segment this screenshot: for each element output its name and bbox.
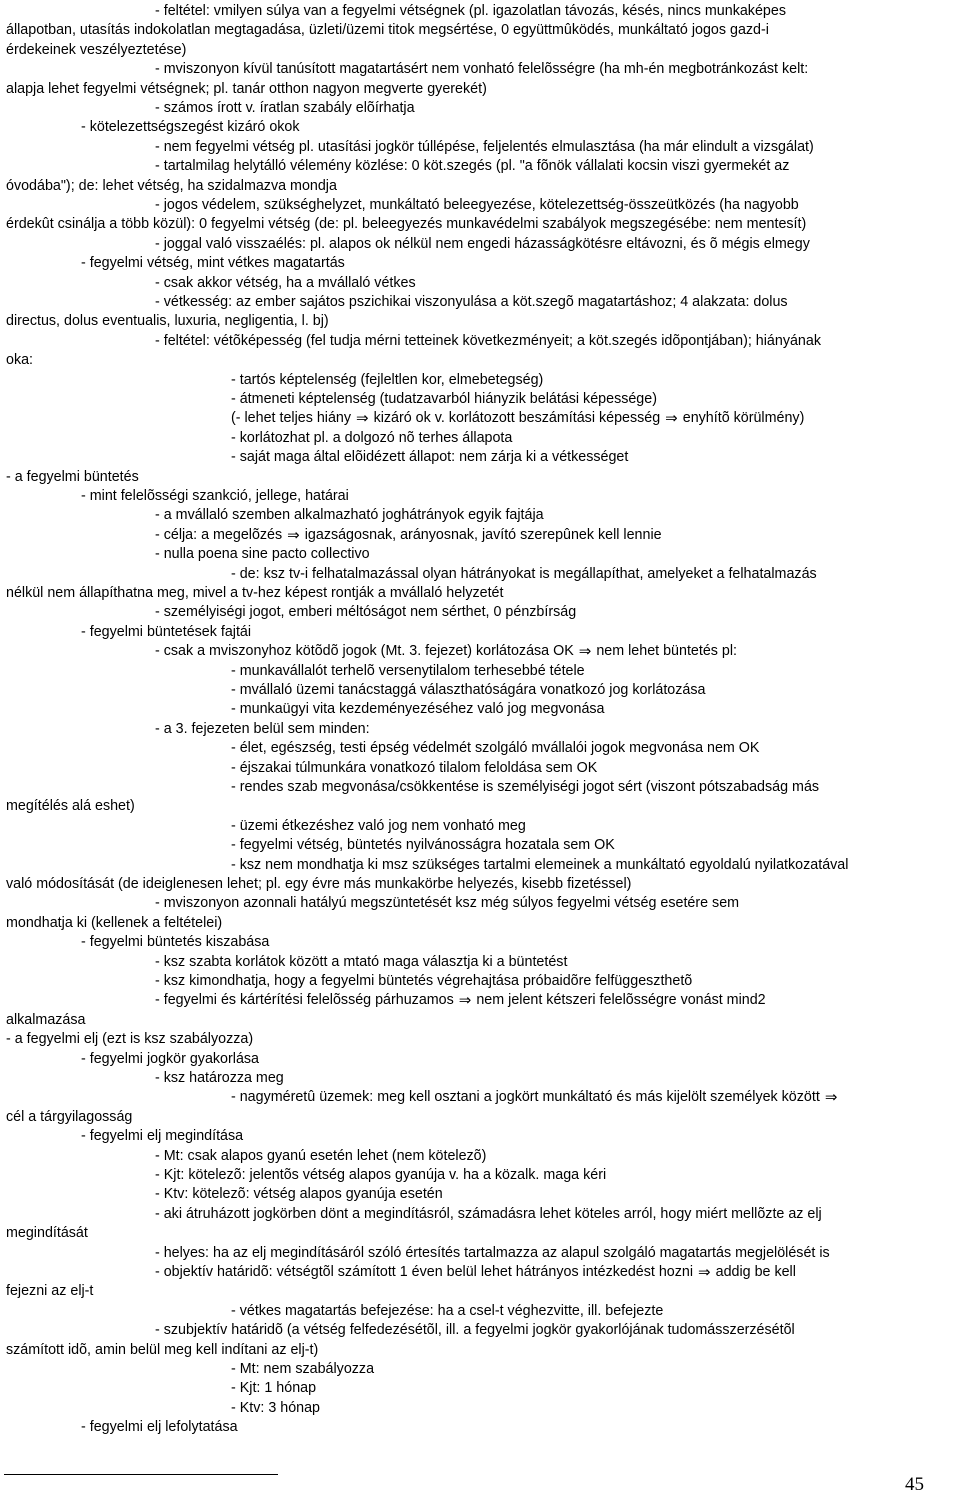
text-segment: addig be kell <box>715 1264 796 1280</box>
text-segment: - aki átruházott jogkörben dönt a megindításról, számadásra lehet köteles arról, hogy miért mellõzte az elj <box>155 1205 822 1222</box>
footnote-separator <box>4 1474 278 1475</box>
text-line <box>6 429 954 448</box>
text-segment: - ksz határozza meg <box>155 1070 284 1086</box>
text-segment: - tartós képtelenség (fejleltlen kor, elmebetegség) <box>231 371 544 388</box>
text-segment: - a fegyelmi büntetés <box>6 468 139 485</box>
text-line <box>6 235 954 254</box>
text-segment: - joggal való visszaélés: pl. alapos ok nélkül nem engedi házasságkötésre eltávozni, és õ mégis elmegy <box>155 235 810 252</box>
text-line <box>6 1224 954 1243</box>
text-line <box>6 80 954 99</box>
text-segment: - üzemi étkezéshez való jog nem vonható meg <box>231 817 526 834</box>
text-segment: nélkül nem állapíthatna meg, mivel a tv-hez képest rontják a mvállaló helyzetét <box>6 585 504 601</box>
text-segment: - fegyelmi vétség, büntetés nyilvánosságra hozatala sem OK <box>231 837 615 854</box>
text-segment: - csak akkor vétség, ha a mvállaló vétkes <box>155 274 416 291</box>
text-segment: - fegyelmi büntetések fajtái <box>81 623 252 640</box>
text-line <box>6 875 954 894</box>
text-line <box>6 894 954 913</box>
text-segment: - szubjektív határidõ (a vétség felfedezésétõl, ill. a fegyelmi jogkör gyakorlójának tudomásszerzésétõl <box>155 1322 795 1339</box>
text-segment: - tartalmilag helytálló vélemény közlése: 0 köt.szegés (pl. "a fõnök vállalati kocsin viszi gyermekét az <box>155 158 790 175</box>
text-line <box>6 700 954 719</box>
text-line <box>6 1360 954 1379</box>
text-line <box>6 623 954 642</box>
text-segment: - fegyelmi elj megindítása <box>81 1128 244 1145</box>
text-line <box>6 60 954 79</box>
implies-arrow-icon: ⇒ <box>698 1263 711 1281</box>
text-segment: nem lehet büntetés pl: <box>596 643 738 660</box>
text-segment: - számos írott v. íratlan szabály elõírhatja <box>155 100 415 116</box>
text-line <box>6 603 954 622</box>
text-segment: - helyes: ha az elj megindításáról szóló értesítés tartalmazza az alapul szolgáló magatartás megjelölését is <box>155 1244 830 1261</box>
text-line <box>6 953 954 972</box>
text-line <box>6 390 954 409</box>
text-line <box>6 526 954 545</box>
text-segment: - mviszonyon kívül tanúsított magatartásért nem vonható felelõsségre (ha mh-én megbotránkozást kelt: <box>155 61 809 78</box>
text-line <box>6 177 954 196</box>
text-line <box>6 371 954 390</box>
text-line <box>6 1108 954 1127</box>
text-line <box>6 293 954 312</box>
text-line <box>6 720 954 739</box>
text-segment: - fegyelmi büntetés kiszabása <box>81 934 270 951</box>
text-line <box>6 274 954 293</box>
text-segment: - fegyelmi és kártérítési felelõsség párhuzamos <box>155 992 454 1009</box>
text-segment: mondhatja ki (kellenek a feltételei) <box>6 914 223 931</box>
text-line <box>6 584 954 603</box>
text-segment: cél a tárgyilagosság <box>6 1108 133 1125</box>
implies-arrow-icon: ⇒ <box>665 409 678 428</box>
text-line <box>6 1088 954 1107</box>
text-segment: - munkavállalót terhelõ versenytilalom terhesebbé tétele <box>231 662 585 679</box>
text-segment: - Ktv: kötelezõ: vétség alapos gyanúja esetén <box>155 1186 443 1203</box>
text-line <box>6 1379 954 1398</box>
text-line <box>6 681 954 700</box>
text-line <box>6 332 954 351</box>
implies-arrow-icon: ⇒ <box>578 642 592 661</box>
text-segment: - jogos védelem, szükséghelyzet, munkáltató beleegyezése, kötelezettség-összeütközés (ha nagyobb <box>155 197 799 213</box>
text-segment: - Kjt: 1 hónap <box>231 1380 317 1397</box>
text-segment: (- lehet teljes hiány <box>231 410 351 427</box>
text-segment: igazságosnak, arányosnak, javító szerepûnek kell lennie <box>304 526 662 543</box>
text-line <box>6 157 954 176</box>
implies-arrow-icon: ⇒ <box>356 409 369 428</box>
text-segment: - fegyelmi jogkör gyakorlása <box>81 1050 259 1067</box>
text-segment: - Ktv: 3 hónap <box>231 1399 321 1416</box>
text-line <box>6 1030 954 1049</box>
text-segment: állapotban, utasítás indokolatlan megtagadása, üzleti/üzemi titok megsértése, 0 együttmûködés, munkáltató jogos gazd-i <box>6 22 769 39</box>
text-line <box>6 856 954 875</box>
text-segment: - objektív határidõ: vétségtõl számított 1 éven belül lehet hátrányos intézkedést hozni <box>155 1264 694 1280</box>
text-line <box>6 1147 954 1166</box>
text-segment: - feltétel: vmilyen súlya van a fegyelmi vétségnek (pl. igazolatlan távozás, késés, nincs munkaképes <box>155 3 786 19</box>
text-segment: - de: ksz tv-i felhatalmazással olyan hátrányokat is megállapíthat, amelyeket a felhatalmazás <box>231 565 817 582</box>
text-line <box>6 21 954 40</box>
text-segment: - fegyelmi vétség, mint vétkes magatartás <box>81 255 345 272</box>
text-line <box>6 642 954 661</box>
text-segment: - fegyelmi elj lefolytatása <box>81 1419 238 1436</box>
text-line <box>6 797 954 816</box>
text-segment: alkalmazása <box>6 1011 86 1028</box>
text-segment: - nem fegyelmi vétség pl. utasítási jogkör túllépése, feljelentés elmulasztása (ha már elindult a vizsgálat) <box>155 138 814 155</box>
text-segment: érdekût csinálja a több közül): 0 fegyelmi vétség (de: pl. beleegyezés munkavédelmi szabályok megszegésébe: nem mentesít) <box>6 216 807 233</box>
text-line <box>6 1069 954 1088</box>
text-segment: - kötelezettségszegést kizáró okok <box>81 119 300 136</box>
text-segment: megindítását <box>6 1225 88 1242</box>
text-line <box>6 1341 954 1360</box>
text-line <box>6 991 954 1010</box>
text-segment: megítélés alá eshet) <box>6 798 135 815</box>
text-segment: - Mt: csak alapos gyanú esetén lehet (nem kötelezõ) <box>155 1147 487 1164</box>
text-line <box>6 138 954 157</box>
text-segment: - a 3. fejezeten belül sem minden: <box>155 720 370 737</box>
implies-arrow-icon: ⇒ <box>458 991 472 1010</box>
text-line <box>6 565 954 584</box>
text-line <box>6 1263 954 1282</box>
text-line <box>6 1185 954 1204</box>
text-segment: - vétkes magatartás befejezése: ha a csel-t véghezvitte, ill. befejezte <box>231 1302 664 1319</box>
implies-arrow-icon: ⇒ <box>287 525 300 544</box>
text-line <box>6 99 954 118</box>
text-line <box>6 312 954 331</box>
text-line <box>6 1399 954 1418</box>
text-line <box>6 1050 954 1069</box>
text-line <box>6 545 954 564</box>
text-line <box>6 487 954 506</box>
text-line <box>6 196 954 215</box>
text-segment: directus, dolus eventualis, luxuria, negligentia, l. bj) <box>6 313 329 330</box>
text-line <box>6 1321 954 1340</box>
text-line <box>6 1205 954 1224</box>
text-segment: - feltétel: vétõképesség (fel tudja mérni tetteinek következményeit; a köt.szegés idõpontjában); hiányának <box>155 332 821 349</box>
text-line <box>6 662 954 681</box>
text-line <box>6 778 954 797</box>
text-line <box>6 1244 954 1263</box>
text-segment: oka: <box>6 352 34 369</box>
text-line <box>6 817 954 836</box>
text-segment: - vétkesség: az ember sajátos pszichikai viszonyulása a köt.szegõ magatartáshoz; 4 alakzata: dolus <box>155 294 788 310</box>
text-segment: kizáró ok v. korlátozott beszámítási képesség <box>373 410 661 427</box>
text-line <box>6 118 954 137</box>
text-line <box>6 506 954 525</box>
text-line <box>6 254 954 273</box>
text-segment: - nagyméretû üzemek: meg kell osztani a jogkört munkáltató és más kijelölt személyek között <box>231 1089 820 1106</box>
text-segment: való módosítását (de ideiglenesen lehet; pl. egy évre más munkakörbe helyezés, kisebb fizetéssel) <box>6 876 632 892</box>
text-line <box>6 351 954 370</box>
text-segment: - korlátozhat pl. a dolgozó nõ terhes állapota <box>231 429 513 446</box>
text-segment: - mint felelõsségi szankció, jellege, határai <box>81 488 349 504</box>
text-line <box>6 409 954 428</box>
text-segment: - csak a mviszonyhoz kötõdõ jogok (Mt. 3. fejezet) korlátozása OK <box>155 643 574 660</box>
text-segment: - Kjt: kötelezõ: jelentõs vétség alapos gyanúja v. ha a közalk. maga kéri <box>155 1167 607 1183</box>
text-segment: - nulla poena sine pacto collectivo <box>155 546 370 563</box>
text-segment: nem jelent kétszeri felelõsségre vonást mind2 <box>476 992 766 1009</box>
text-segment: enyhítõ körülmény) <box>682 410 805 427</box>
text-segment: - ksz nem mondhatja ki msz szükséges tartalmi elemeinek a munkáltató egyoldalú nyilatkozatával <box>231 856 849 873</box>
text-segment: - élet, egészség, testi épség védelmét szolgáló mvállalói jogok megvonása nem OK <box>231 740 760 757</box>
text-segment: - ksz szabta korlátok között a mtató maga választja ki a büntetést <box>155 953 568 970</box>
text-segment: - célja: a megelõzés <box>155 526 283 543</box>
text-segment: - ksz kimondhatja, hogy a fegyelmi büntetés végrehajtása próbaidõre felfüggeszthetõ <box>155 973 693 989</box>
text-segment: - a mvállaló szemben alkalmazható joghátrányok egyik fajtája <box>155 507 544 524</box>
text-segment: - rendes szab megvonása/csökkentése is személyiségi jogot sért (viszont pótszabadság más <box>231 779 820 795</box>
text-line <box>6 1166 954 1185</box>
text-line <box>6 41 954 60</box>
text-line <box>6 933 954 952</box>
text-line <box>6 1282 954 1301</box>
text-line <box>6 914 954 933</box>
text-line <box>6 1302 954 1321</box>
text-line <box>6 1418 954 1437</box>
text-segment: fejezni az elj-t <box>6 1283 94 1300</box>
text-line <box>6 1127 954 1146</box>
text-segment: - a fegyelmi elj (ezt is ksz szabályozza) <box>6 1031 254 1048</box>
text-line <box>6 448 954 467</box>
text-segment: számított idõ, amin belül meg kell indítani az elj-t) <box>6 1341 319 1358</box>
text-segment: - Mt: nem szabályozza <box>231 1361 375 1377</box>
text-segment: - saját maga által elõidézett állapot: nem zárja ki a vétkességet <box>231 449 629 466</box>
text-line <box>6 759 954 778</box>
text-line <box>6 972 954 991</box>
text-segment: - átmeneti képtelenség (tudatzavarból hiányzik belátási képessége) <box>231 391 657 407</box>
text-line <box>6 739 954 758</box>
text-segment: - munkaügyi vita kezdeményezéséhez való jog megvonása <box>231 701 605 718</box>
text-segment: - mvállaló üzemi tanácstaggá választhatóságára vonatkozó jog korlátozása <box>231 682 706 698</box>
text-segment: alapja lehet fegyelmi vétségnek; pl. tanár otthon nagyon megverte gyerekét) <box>6 80 487 97</box>
text-segment: - éjszakai túlmunkára vonatkozó tilalom feloldása sem OK <box>231 759 598 776</box>
text-line <box>6 2 954 21</box>
text-segment: óvodába"); de: lehet vétség, ha szidalmazva mondja <box>6 177 337 194</box>
text-line <box>6 836 954 855</box>
text-segment: - személyiségi jogot, emberi méltóságot nem sérthet, 0 pénzbírság <box>155 604 577 621</box>
page-number: 45 <box>905 1474 924 1495</box>
text-segment: - mviszonyon azonnali hatályú megszüntetését ksz még súlyos fegyelmi vétség esetére sem <box>155 895 740 912</box>
text-segment: érdekeinek veszélyeztetése) <box>6 41 187 58</box>
implies-arrow-icon: ⇒ <box>824 1088 838 1107</box>
text-line <box>6 1011 954 1030</box>
text-line <box>6 215 954 234</box>
text-line <box>6 468 954 487</box>
